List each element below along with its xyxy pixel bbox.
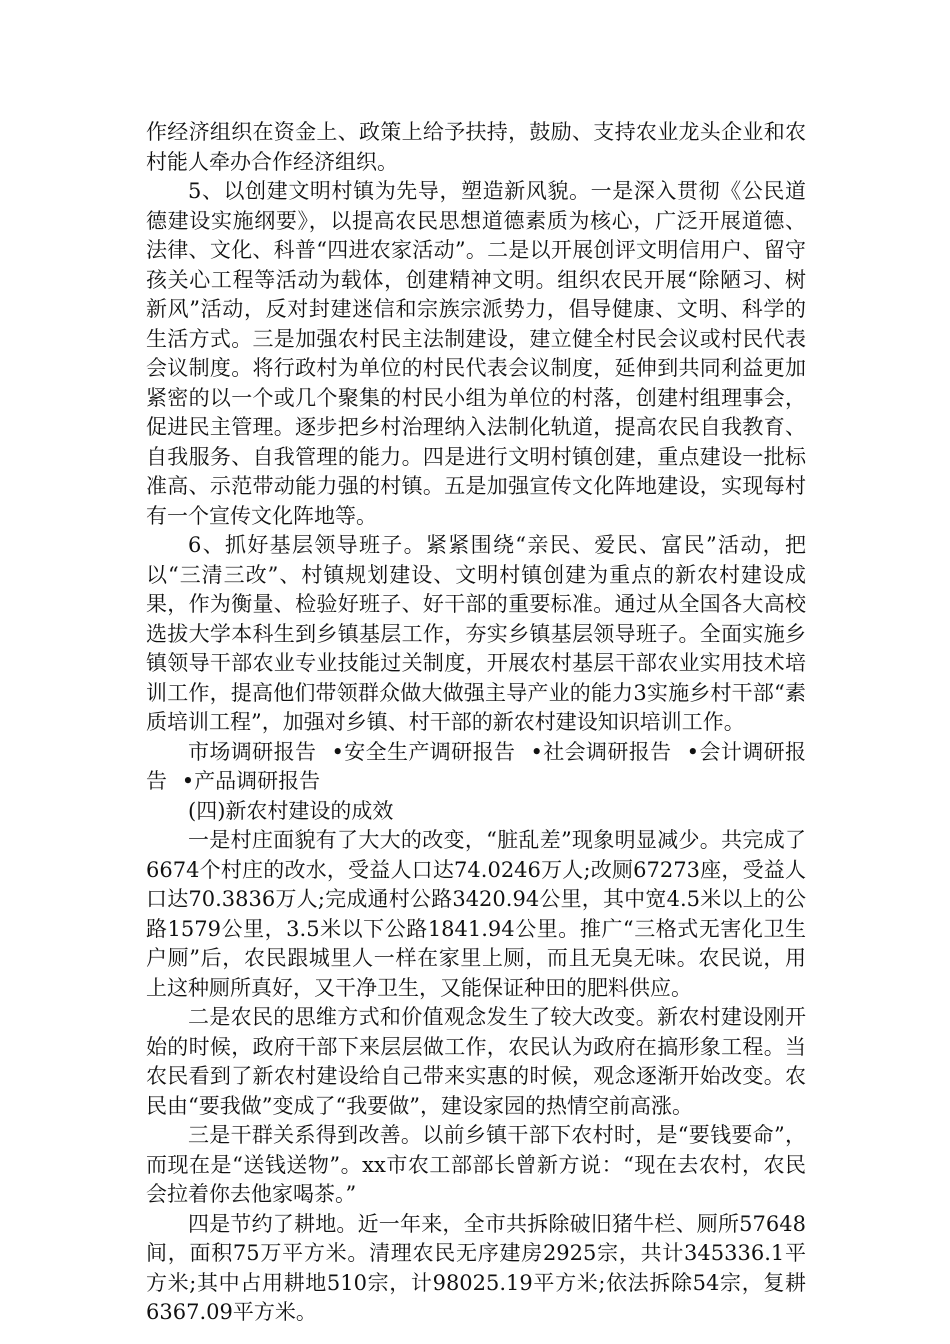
paragraph-leadership: 6、抓好基层领导班子。紧紧围绕“亲民、爱民、富民”活动，把以“三清三改”、村镇规划建设、文明村镇创建为重点的新农村建设成果，作为衡量、检验好班子、好干部的重要标准。通过从全国各大高校选拔大学本科生到乡镇基层工作，夯实乡镇基层领导班子。全面实施乡镇领导干部农业专业技能过关制度，开展农村基层干部农业实用技术培训工作，提高他们带领群众做大做强主导产业的能力3实施乡村干部“素质培训工程”，加强对乡镇、村干部的新农村建设知识培训工作。 bbox=[146, 533, 806, 734]
related-links bbox=[146, 738, 806, 797]
link-market-research[interactable]: 市场调研报告 bbox=[188, 739, 317, 764]
link-safety-research[interactable]: •安全生产调研报告 bbox=[331, 739, 516, 764]
result-farmer-mindset: 二是农民的思维方式和价值观念发生了较大改变。新农村建设刚开始的时候，政府干部下来层层做工作，农民认为政府在搞形象工程。当农民看到了新农村建设给自己带来实惠的时候，观念逐渐开始改变。农民由“要我做”变成了“我要做”，建设家园的热情空前高涨。 bbox=[146, 1005, 806, 1118]
document-body bbox=[146, 118, 806, 1328]
result-land-saving: 四是节约了耕地。近一年来，全市共拆除破旧猪牛栏、厕所57648间，面积75万平方米。清理农民无序建房2925宗，共计345336.1平方米;其中占用耕地510宗，计98025.19平方米;依法拆除54宗，复耕6367.09平方米。 bbox=[146, 1211, 806, 1324]
result-village-appearance: 一是村庄面貌有了大大的改变，“脏乱差”现象明显减少。共完成了6674个村庄的改水，受益人口达74.0246万人;改厕67273座，受益人口达70.3836万人;完成通村公路3420.94公里，其中宽4.5米以上的公路1579公里，3.5米以下公路1841.94公里。推广“三格式无害化卫生户厕”后，农民跟城里人一样在家里上厕，而且无臭无味。农民说，用上这种厕所真好，又干净卫生，又能保证种田的肥料供应。 bbox=[146, 828, 806, 1000]
result-cadre-relations: 三是干群关系得到改善。以前乡镇干部下农村时，是“要钱要命”，而现在是“送钱送物”。xx市农工部部长曾新方说：“现在去农村，农民会拉着你去他家喝茶。” bbox=[146, 1123, 806, 1206]
link-accounting-research[interactable]: •会计调研报告 bbox=[146, 739, 807, 793]
link-social-research[interactable]: •社会调研报告 bbox=[530, 739, 672, 764]
section-heading: (四)新农村建设的成效 bbox=[188, 798, 394, 823]
paragraph-civilized-villages: 5、以创建文明村镇为先导，塑造新风貌。一是深入贯彻《公民道德建设实施纲要》，以提高农民思想道德素质为核心，广泛开展道德、法律、文化、科普“四进农家活动”。二是以开展创评文明信用户、留守孩关心工程等活动为载体，创建精神文明。组织农民开展“除陋习、树新风”活动，反对封建迷信和宗族宗派势力，倡导健康、文明、科学的生活方式。三是加强农村民主法制建设，建立健全村民会议或村民代表会议制度。将行政村为单位的村民代表会议制度，延伸到共同利益更加紧密的以一个或几个聚集的村民小组为单位的村落，创建村组理事会，促进民主管理。逐步把乡村治理纳入法制化轨道，提高农民自我教育、自我服务、自我管理的能力。四是进行文明村镇创建，重点建设一批标准高、示范带动能力强的村镇。五是加强宣传文化阵地建设，实现每村有一个宣传文化阵地等。 bbox=[146, 179, 806, 528]
paragraph-cooperative-support: 作经济组织在资金上、政策上给予扶持，鼓励、支持农业龙头企业和农村能人牵办合作经济组织。 bbox=[146, 120, 806, 174]
link-product-research[interactable]: •产品调研报告 bbox=[181, 769, 321, 793]
